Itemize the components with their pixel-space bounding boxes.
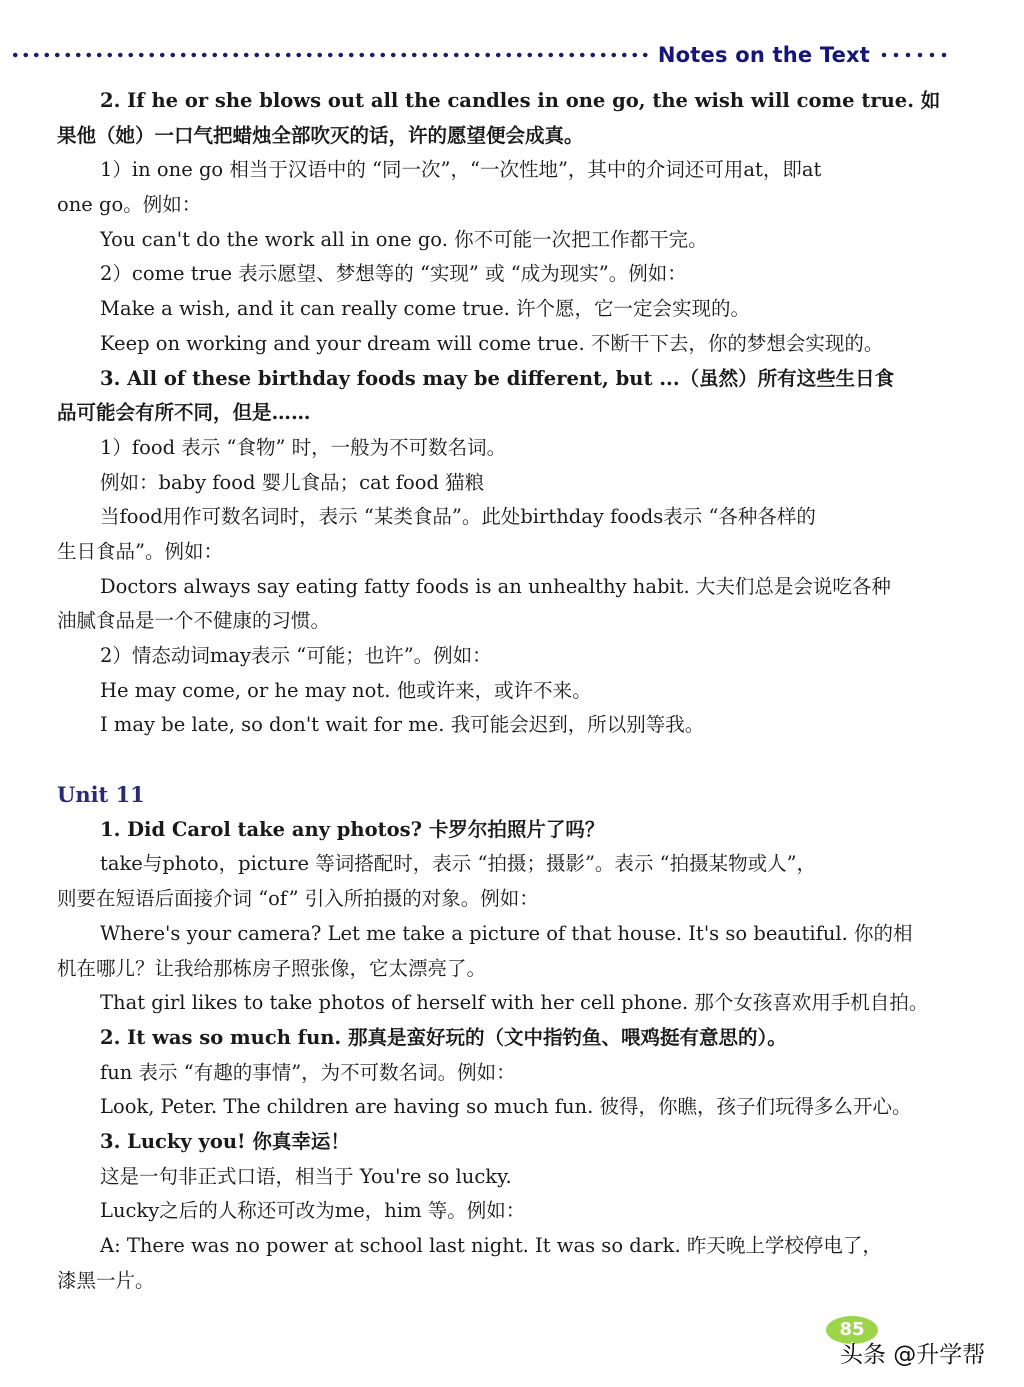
example-sentence: Doctors always say eating fatty foods is an unhealthy habit. 大夫们总是会说吃各种 (100, 574, 891, 598)
example-sentence-cont: 机在哪儿？让我给那栋房子照张像，它太漂亮了。 (57, 956, 487, 980)
note-3-point-1: 1）food 表示 “食物” 时，一般为不可数名词。 (100, 435, 507, 459)
example-sentence: You can't do the work all in one go. 你不可能一次把工作都干完。 (100, 227, 708, 251)
header-title: Notes on the Text (657, 43, 870, 67)
unit11-note-2-title: 2. It was so much fun. 那真是蛮好玩的（文中指钓鱼、喂鸡挺有意思的）。 (100, 1025, 787, 1049)
page-content (57, 84, 950, 1298)
unit11-note-1-title: 1. Did Carol take any photos? 卡罗尔拍照片了吗？ (100, 817, 605, 841)
page-number-badge: 85 (826, 1316, 878, 1344)
dotted-rule-left (10, 52, 648, 58)
note-3-point-1-detail-cont: 生日食品”。例如： (57, 539, 223, 563)
example-sentence: Make a wish, and it can really come true. 许个愿，它一定会实现的。 (100, 297, 751, 321)
note-2-title: 2. If he or she blows out all the candles in one go, the wish will come true. 如 (100, 89, 941, 112)
example-sentence: A: There was no power at school last night. It was so dark. 昨天晚上学校停电了， (100, 1234, 882, 1257)
unit11-note-3-text: Lucky之后的人称还可改为me，him 等。例如： (100, 1199, 526, 1223)
example-sentence-cont: 漆黑一片。 (57, 1268, 155, 1292)
note-2-point-1-cont: one go。例如： (57, 193, 202, 217)
unit11-note-2-text: fun 表示 “有趣的事情”，为不可数名词。例如： (100, 1060, 516, 1084)
example-sentence: Keep on working and your dream will come true. 不断干下去，你的梦想会实现的。 (100, 331, 884, 355)
note-3-title: 3. All of these birthday foods may be different, but ...（虽然）所有这些生日食 (100, 366, 895, 390)
dotted-rule-right (878, 52, 950, 58)
unit11-note-1-text-cont: 则要在短语后面接介词 “of” 引入所拍摄的对象。例如： (57, 887, 539, 911)
example-sentence: Where's your camera? Let me take a picture of that house. It's so beautiful. 你的相 (100, 921, 913, 945)
note-3-point-2: 2）情态动词may表示 “可能；也许”。例如： (100, 644, 492, 667)
example-sentence: He may come, or he may not. 他或许来，或许不来。 (100, 678, 592, 702)
note-3-title-zh: 品可能会有所不同，但是…… (57, 401, 311, 425)
example-sentence: 例如：baby food 婴儿食品；cat food 猫粮 (100, 470, 485, 494)
note-2-point-2: 2）come true 表示愿望、梦想等的 “实现” 或 “成为现实”。例如： (100, 262, 687, 286)
note-2-point-1: 1）in one go 相当于汉语中的 “同一次”，“一次性地”，其中的介词还可用at，即at (100, 158, 822, 182)
unit11-note-1-text: take与photo，picture 等词搭配时，表示 “拍摄；摄影”。表示 “拍摄某物或人”， (100, 852, 817, 876)
note-3-point-1-detail: 当food用作可数名词时，表示 “某类食品”。此处birthday foods表示 “各种各样的 (100, 505, 816, 529)
example-sentence: Look, Peter. The children are having so much fun. 彼得，你瞧，孩子们玩得多么开心。 (100, 1095, 912, 1119)
unit11-note-3-title: 3. Lucky you! 你真幸运！ (100, 1129, 350, 1153)
section-gap (57, 743, 950, 778)
unit11-note-3-text: 这是一句非正式口语，相当于 You're so lucky. (100, 1164, 512, 1188)
example-sentence: That girl likes to take photos of herself with her cell phone. 那个女孩喜欢用手机自拍。 (100, 991, 929, 1015)
section-header (10, 40, 950, 70)
note-2-title-zh: 果他（她）一口气把蜡烛全部吹灭的话，许的愿望便会成真。 (57, 123, 584, 147)
watermark: 头条 @升学帮 (840, 1342, 986, 1368)
unit-heading: Unit 11 (57, 782, 145, 808)
example-sentence-cont: 油腻食品是一个不健康的习惯。 (57, 609, 331, 633)
example-sentence: I may be late, so don't wait for me. 我可能会迟到，所以别等我。 (100, 713, 705, 737)
